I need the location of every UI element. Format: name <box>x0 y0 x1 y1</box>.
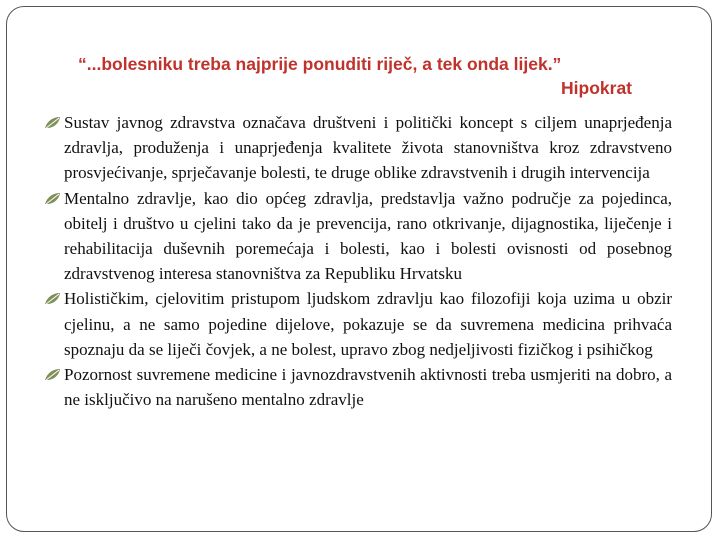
leaf-bullet-icon <box>44 191 61 206</box>
quote-text: “...bolesniku treba najprije ponuditi riječ, a tek onda lijek.” <box>78 54 562 74</box>
bullet-text: Holističkim, cjelovitim pristupom ljudskom zdravlju kao filozofiji koja uzima u obzir cjelinu, a ne samo pojedine dijelove, pokazuje se da suvremena medicina prihvaća spoznaju da se liječi čovjek, a ne bolest, upravo zbog nedjeljivosti fizičkog i psihičkog <box>64 289 672 359</box>
bullet-text: Sustav javnog zdravstva označava društveni i politički koncept s ciljem unaprjeđenja zdravlja, produženja i unaprjeđenja kvalitete života stanovništva kroz zdravstveno prosvjećivanje, sprječavanje bolesti, te druge oblike zdravstvenih i drugih intervencija <box>64 113 672 183</box>
bullet-text: Pozornost suvremene medicine i javnozdravstvenih aktivnosti treba usmjeriti na dobro, a ne isključivo na narušeno mentalno zdravlje <box>64 365 672 410</box>
bullet-item <box>44 362 672 412</box>
leaf-bullet-icon <box>44 291 61 306</box>
bullet-item <box>44 110 672 186</box>
bullet-item <box>44 186 672 287</box>
bullet-list <box>44 110 672 412</box>
leaf-bullet-icon <box>44 115 61 130</box>
bullet-text: Mentalno zdravlje, kao dio općeg zdravlja, predstavlja važno područje za pojedinca, obitelj i društvo u cjelini tako da je prevencija, rano otkrivanje, dijagnostika, liječenje i rehabilitacija duševnih poremećaja i bolesti, kao i bolesti ovisnosti od posebnog zdravstvenog interesa stanovništva za Republiku Hrvatsku <box>64 188 672 284</box>
quote-author: Hipokrat <box>561 78 632 98</box>
leaf-bullet-icon <box>44 367 61 382</box>
quote-block <box>78 52 638 100</box>
bullet-item <box>44 286 672 362</box>
